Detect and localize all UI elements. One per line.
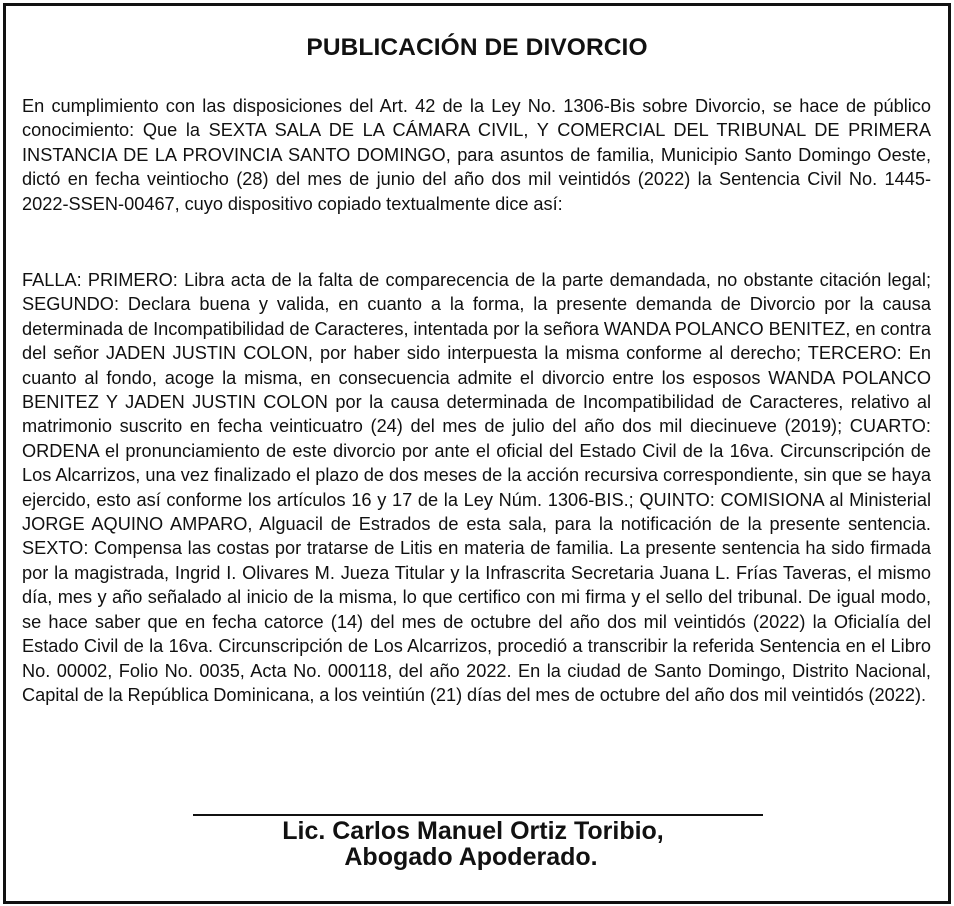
intro-paragraph: En cumplimiento con las disposiciones del Art. 42 de la Ley No. 1306-Bis sobre Divorcio, se hace de público conocimiento: Que la SEXTA SALA DE LA CÁMARA CIVIL, Y COMERCIAL DEL TRIBUNAL DE PRIMERA INSTANCIA DE LA PROVINCIA SANTO DOMINGO, para asuntos de familia, Municipio Santo Domingo Oeste, dictó en fecha veintiocho (28) del mes de junio del año dos mil veintidós (2022) la Sentencia Civil No. 1445-2022-SSEN-00467, cuyo dispositivo copiado textualmente dice así: (22, 96, 931, 214)
document-title: PUBLICACIÓN DE DIVORCIO (306, 34, 648, 61)
signature-line (193, 814, 763, 816)
signatory-name: Lic. Carlos Manuel Ortiz Toribio, (282, 817, 664, 845)
signatory-role: Abogado Apoderado. (344, 843, 598, 871)
publication-frame (3, 3, 951, 904)
ruling-paragraph: FALLA: PRIMERO: Libra acta de la falta de comparecencia de la parte demandada, no obstante citación legal; SEGUNDO: Declara buena y valida, en cuanto a la forma, la presente demanda de Divorcio por la causa determinada de Incompatibilidad de Caracteres, intentada por la señora WANDA POLANCO BENITEZ, en contra del señor JADEN JUSTIN COLON, por haber sido interpuesta la misma conforme al derecho; TERCERO: En cuanto al fondo, acoge la misma, en consecuencia admite el divorcio entre los esposos WANDA POLANCO BENITEZ Y JADEN JUSTIN COLON por la causa determinada de Incompatibilidad de Caracteres, relativo al matrimonio suscrito en fecha veinticuatro (24) del mes de julio del año dos mil diecinueve (2019); CUARTO: ORDENA el pronunciamiento de este divorcio por ante el oficial del Estado Civil de la 16va. Circunscripción de Los Alcarrizos, una vez finalizado el plazo de dos meses de la acción recursiva correspondiente, sin que se haya ejercido, esto así conforme los artículos 16 y 17 de la Ley Núm. 1306-BIS.; QUINTO: COMISIONA al Ministerial JORGE AQUINO AMPARO, Alguacil de Estrados de esta sala, para la notificación de la presente sentencia. SEXTO: Compensa las costas por tratarse de Litis en materia de familia. La presente sentencia ha sido firmada por la magistrada, Ingrid I. Olivares M. Jueza Titular y la Infrascrita Secretaria Juana L. Frías Taveras, el mismo día, mes y año señalado al inicio de la misma, lo que certifico con mi firma y el sello del tribunal. De igual modo, se hace saber que en fecha catorce (14) del mes de octubre del año dos mil veintidós (2022) la Oficialía del Estado Civil de la 16va. Circunscripción de Los Alcarrizos, procedió a transcribir la referida Sentencia en el Libro No. 00002, Folio No. 0035, Acta No. 000118, del año 2022. En la ciudad de Santo Domingo, Distrito Nacional, Capital de la República Dominicana, a los veintiún (21) días del mes de octubre del año dos mil veintidós (2022). (22, 270, 931, 705)
